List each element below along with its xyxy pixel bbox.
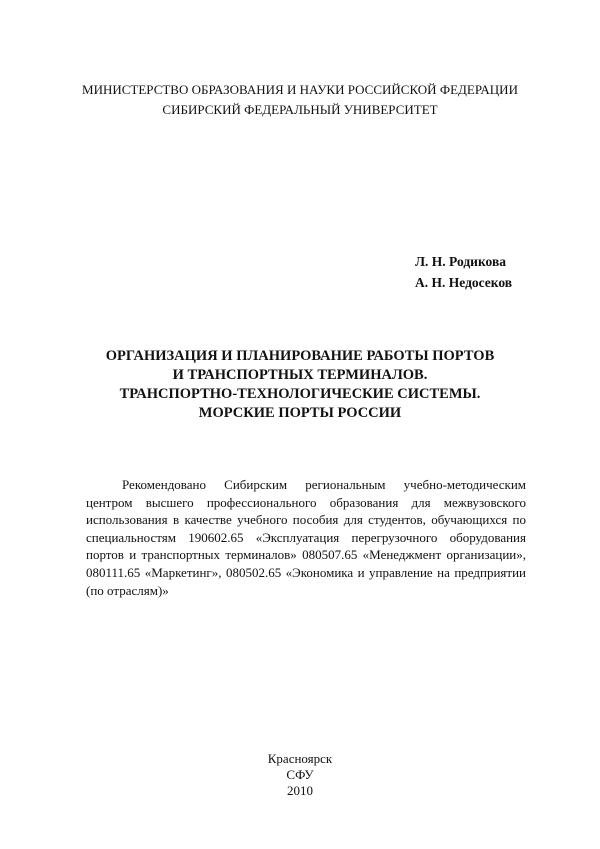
author-name: А. Н. Недосеков [415,275,513,290]
publication-city: Красноярск [267,751,333,766]
title-line: МОРСКИЕ ПОРТЫ РОССИИ [198,405,402,421]
institution-header [0,80,600,120]
authors-block [415,251,512,293]
title-line: И ТРАНСПОРТНЫХ ТЕРМИНАЛОВ. [172,367,428,383]
title-line: ОРГАНИЗАЦИЯ И ПЛАНИРОВАНИЕ РАБОТЫ ПОРТОВ [105,348,495,364]
publisher-name: СФУ [286,767,314,782]
author-name: Л. Н. Родикова [415,254,506,269]
university-name: СИБИРСКИЙ ФЕДЕРАЛЬНЫЙ УНИВЕРСИТЕТ [162,102,438,117]
title-line: ТРАНСПОРТНО-ТЕХНОЛОГИЧЕСКИЕ СИСТЕМЫ. [119,386,481,402]
publication-year: 2010 [287,783,313,798]
book-title [40,347,560,423]
imprint [0,751,600,799]
ministry-name: МИНИСТЕРСТВО ОБРАЗОВАНИЯ И НАУКИ РОССИЙСКОЙ ФЕДЕРАЦИИ [82,82,518,97]
recommendation-text: Рекомендовано Сибирским региональным учебно-методическим центром высшего профессионального образования для межвузовского использования в качестве учебного пособия для студентов, обучающихся по специальностям 190602.65 «Эксплуатация перегрузочного оборудования портов и транспортных терминалов» 080507.65 «Менеджмент организации», 080111.65 «Маркетинг», 080502.65 «Экономика и управление на предприятии (по отраслям)» [86,477,526,598]
